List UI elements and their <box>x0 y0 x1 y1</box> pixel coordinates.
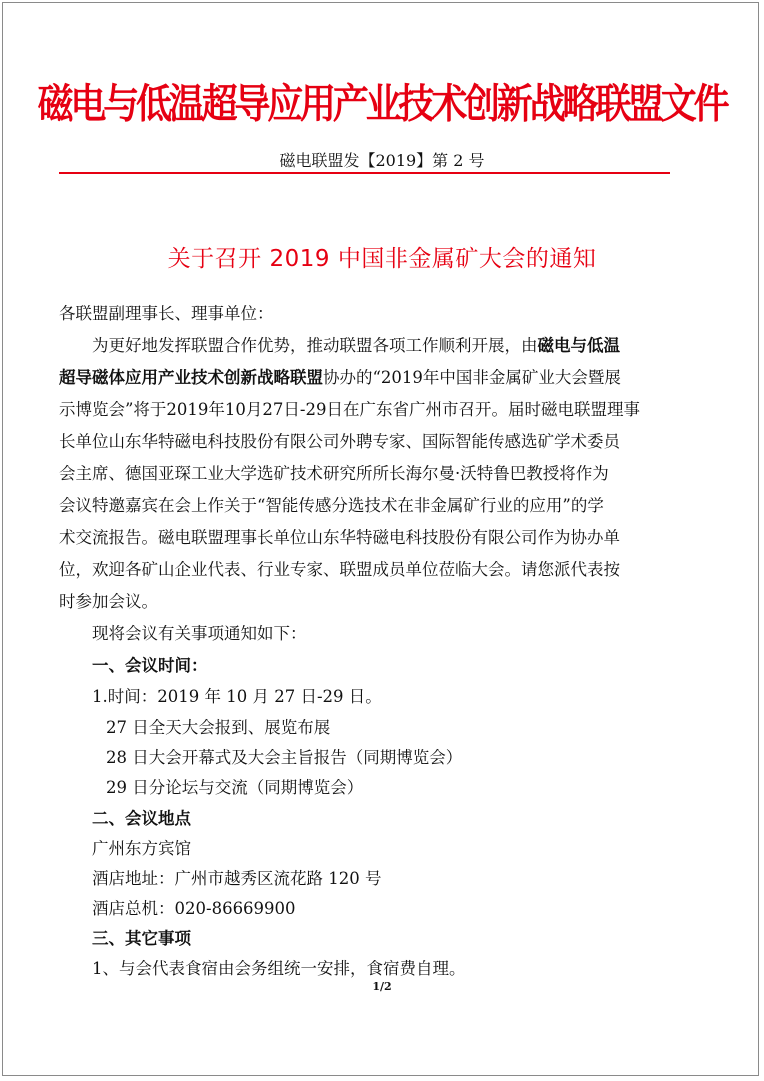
masthead-red-rule <box>59 172 670 174</box>
body-line-5: 会主席、德国亚琛工业大学选矿技术研究所所长海尔曼·沃特鲁巴教授将作为 <box>59 464 609 483</box>
body-line-3: 示博览会”将于2019年10月27日-29日在广东省广州市召开。届时磁电联盟理事 <box>59 400 640 419</box>
hotel-phone: 酒店总机：020-86669900 <box>92 899 296 918</box>
page-indicator: 1/2 <box>372 980 392 993</box>
schedule-day-28: 28 日大会开幕式及大会主旨报告（同期博览会） <box>106 748 463 767</box>
section-3-heading: 三、其它事项 <box>92 929 191 948</box>
schedule-day-27: 27 日全天大会报到、展览布展 <box>106 718 331 737</box>
notice-title: 关于召开 2019 中国非金属矿大会的通知 <box>167 246 597 272</box>
body-line-2-text: 协办的“2019年中国非金属矿业大会暨展 <box>323 368 621 387</box>
body-line-4: 长单位山东华特磁电科技股份有限公司外聘专家、国际智能传感选矿学术委员 <box>59 432 620 451</box>
document-number: 磁电联盟发【2019】第 2 号 <box>279 151 485 170</box>
schedule-day-29: 29 日分论坛与交流（同期博览会） <box>106 778 364 797</box>
salutation: 各联盟副理事长、理事单位： <box>59 304 274 323</box>
intro-line: 现将会议有关事项通知如下： <box>92 624 307 643</box>
body-line-6: 会议特邀嘉宾在会上作关于“智能传感分选技术在非金属矿行业的应用”的学 <box>59 496 604 515</box>
document-masthead: 磁电与低温超导应用产业技术创新战略联盟文件 <box>37 81 727 128</box>
meeting-time: 1.时间：2019 年 10 月 27 日-29 日。 <box>92 687 382 706</box>
other-item-1: 1、与会代表食宿由会务组统一安排，食宿费自理。 <box>92 959 466 978</box>
body-line-1 <box>92 335 764 357</box>
body-line-2 <box>59 367 764 389</box>
body-line-7: 术交流报告。磁电联盟理事长单位山东华特磁电科技股份有限公司作为协办单 <box>59 528 620 547</box>
body-line-1-text: 为更好地发挥联盟合作优势，推动联盟各项工作顺利开展，由 <box>92 336 538 355</box>
venue-name: 广州东方宾馆 <box>92 839 191 858</box>
hotel-address: 酒店地址：广州市越秀区流花路 120 号 <box>92 869 382 888</box>
alliance-name-part-2: 超导磁体应用产业技术创新战略联盟 <box>59 368 323 387</box>
alliance-name-part-1: 磁电与低温 <box>537 336 620 355</box>
section-1-heading: 一、会议时间： <box>92 656 208 675</box>
section-2-heading: 二、会议地点 <box>92 809 191 828</box>
body-line-8: 位，欢迎各矿山企业代表、行业专家、联盟成员单位莅临大会。请您派代表按 <box>59 560 620 579</box>
body-line-9: 时参加会议。 <box>59 592 158 611</box>
